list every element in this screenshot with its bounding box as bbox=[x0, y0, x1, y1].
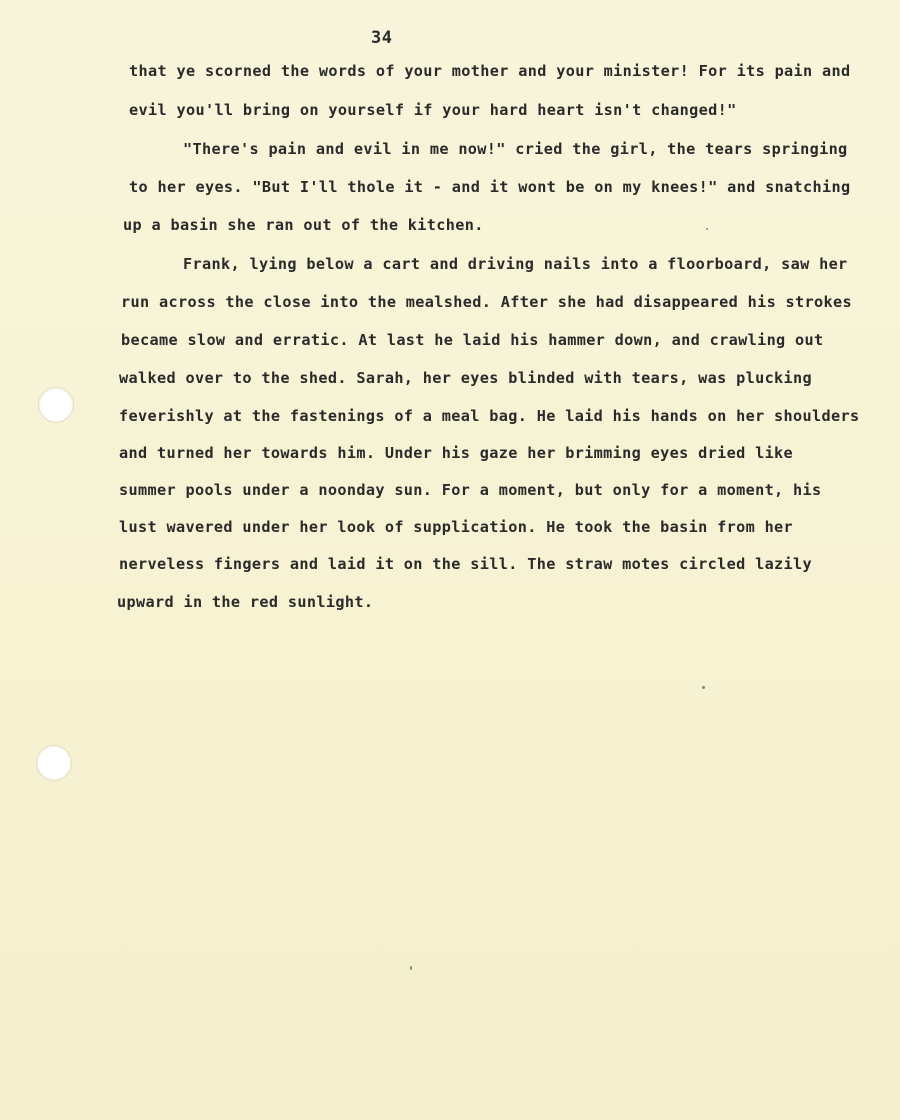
text-line-5: up a basin she ran out of the kitchen. bbox=[123, 216, 484, 234]
text-line-1: that ye scorned the words of your mother and your minister! For its pain and bbox=[129, 62, 851, 80]
text-line-6: Frank, lying below a cart and driving nails into a floorboard, saw her bbox=[183, 255, 848, 273]
text-line-3: "There's pain and evil in me now!" cried the girl, the tears springing bbox=[183, 140, 848, 158]
text-line-14: nerveless fingers and laid it on the sill. The straw motes circled lazily bbox=[119, 555, 813, 573]
punch-hole-top bbox=[38, 387, 74, 423]
punch-hole-bottom bbox=[36, 745, 72, 781]
ink-speck bbox=[702, 686, 705, 689]
text-line-2: evil you'll bring on yourself if your hard heart isn't changed!" bbox=[129, 101, 737, 119]
text-line-4: to her eyes. "But I'll thole it - and it wont be on my knees!" and snatching bbox=[129, 178, 851, 196]
text-line-9: walked over to the shed. Sarah, her eyes blinded with tears, was plucking bbox=[119, 369, 813, 387]
text-line-12: summer pools under a noonday sun. For a moment, but only for a moment, his bbox=[119, 481, 822, 499]
ink-speck bbox=[706, 228, 708, 230]
text-line-10: feverishly at the fastenings of a meal bag. He laid his hands on her shoulders bbox=[119, 407, 860, 425]
text-line-15: upward in the red sunlight. bbox=[117, 593, 374, 611]
text-line-11: and turned her towards him. Under his gaze her brimming eyes dried like bbox=[119, 444, 794, 462]
text-line-13: lust wavered under her look of supplication. He took the basin from her bbox=[119, 518, 794, 536]
text-line-7: run across the close into the mealshed. After she had disappeared his strokes bbox=[121, 293, 853, 311]
text-line-8: became slow and erratic. At last he laid his hammer down, and crawling out bbox=[121, 331, 824, 349]
page-number: 34 bbox=[371, 28, 393, 48]
ink-speck bbox=[410, 966, 412, 970]
